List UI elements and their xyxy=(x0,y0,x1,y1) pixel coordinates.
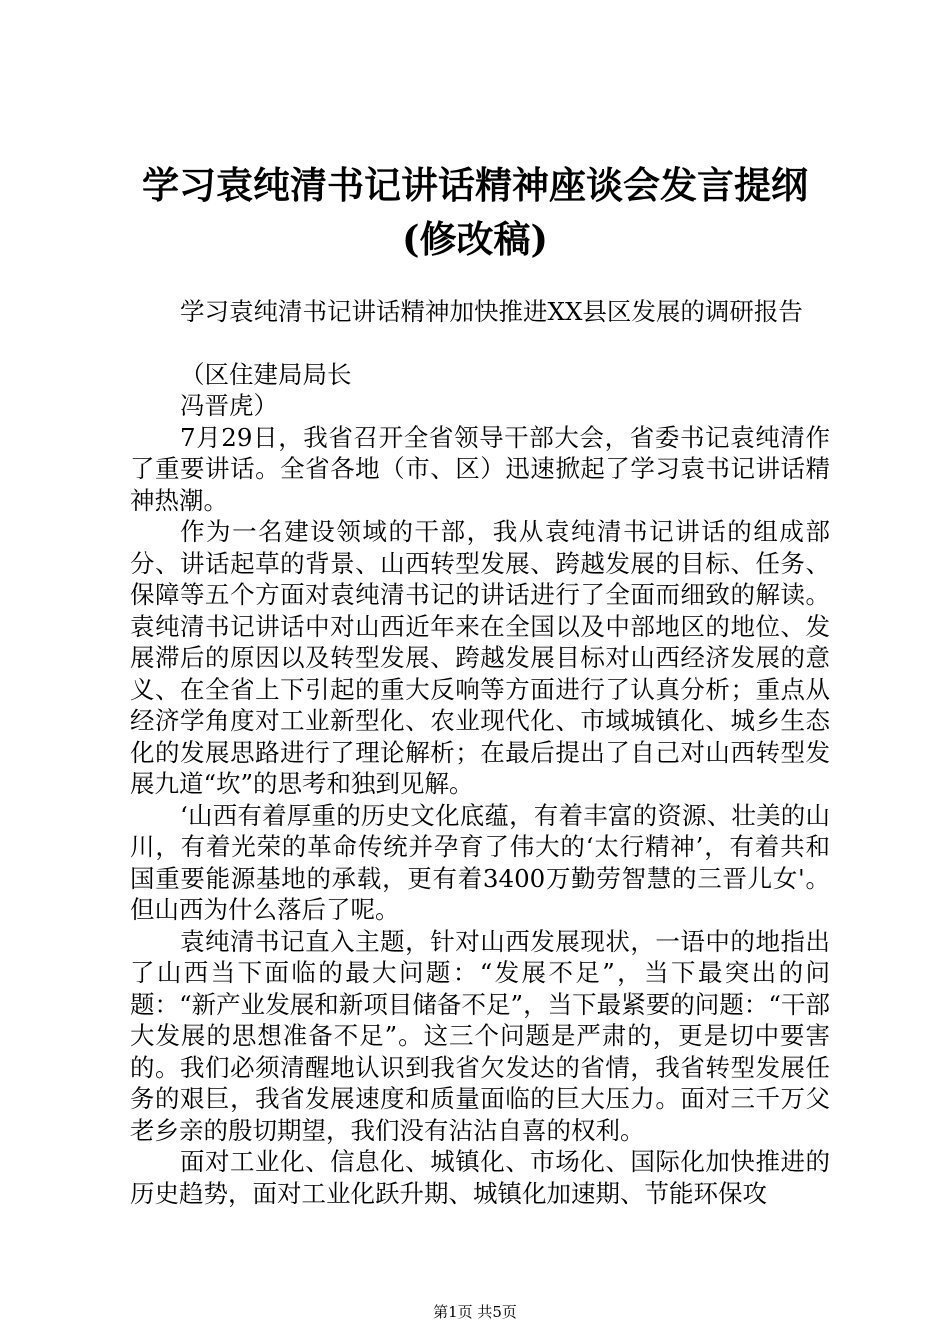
paragraph: 7月29日，我省召开全省领导干部大会，省委书记袁纯清作了重要讲话。全省各地（市、区）迅速掀起了学习袁书记讲话精神热潮。 xyxy=(130,422,830,515)
paragraph: 面对工业化、信息化、城镇化、市场化、国际化加快推进的历史趋势，面对工业化跃升期、城镇化加速期、节能环保攻 xyxy=(130,1147,830,1208)
document-title: 学习袁纯清书记讲话精神座谈会发言提纲(修改稿) xyxy=(142,163,808,261)
author-line-1: （区住建局局长 xyxy=(180,359,352,389)
page-footer: 第1页 共5页 xyxy=(433,1303,517,1321)
document-subtitle: 学习袁纯清书记讲话精神加快推进XX县区发展的调研报告 xyxy=(180,297,803,326)
document-body xyxy=(130,296,830,1209)
paragraph: ‘山西有着厚重的历史文化底蕴，有着丰富的资源、壮美的山川，有着光荣的革命传统并孕育了伟大的‘太行精神’，有着共和国重要能源基地的承载，更有着3400万勤劳智慧的三晋儿女'。但山西为什么落后了呢。 xyxy=(130,800,830,924)
paragraph: 袁纯清书记直入主题，针对山西发展现状，一语中的地指出了山西当下面临的最大问题：“发展不足”，当下最突出的问题：“新产业发展和新项目储备不足”，当下最紧要的问题：“干部大发展的思想准备不足”。这三个问题是严肃的，更是切中要害的。我们必须清醒地认识到我省欠发达的省情，我省转型发展任务的艰巨，我省发展速度和质量面临的巨大压力。面对三千万父老乡亲的殷切期望，我们没有沾沾自喜的权利。 xyxy=(130,926,830,1145)
paragraph: 作为一名建设领域的干部，我从袁纯清书记讲话的组成部分、讲话起草的背景、山西转型发展、跨越发展的目标、任务、保障等五个方面对袁纯清书记的讲话进行了全面而细致的解读。袁纯清书记讲话中对山西近年来在全国以及中部地区的地位、发展滞后的原因以及转型发展、跨越发展目标对山西经济发展的意义、在全省上下引起的重大反响等方面进行了认真分析；重点从经济学角度对工业新型化、农业现代化、市域城镇化、城乡生态化的发展思路进行了理论解析；在最后提出了自己对山西转型发展九道“坎”的思考和独到见解。 xyxy=(130,517,830,798)
author-line-2: 冯晋虎） xyxy=(180,391,278,420)
